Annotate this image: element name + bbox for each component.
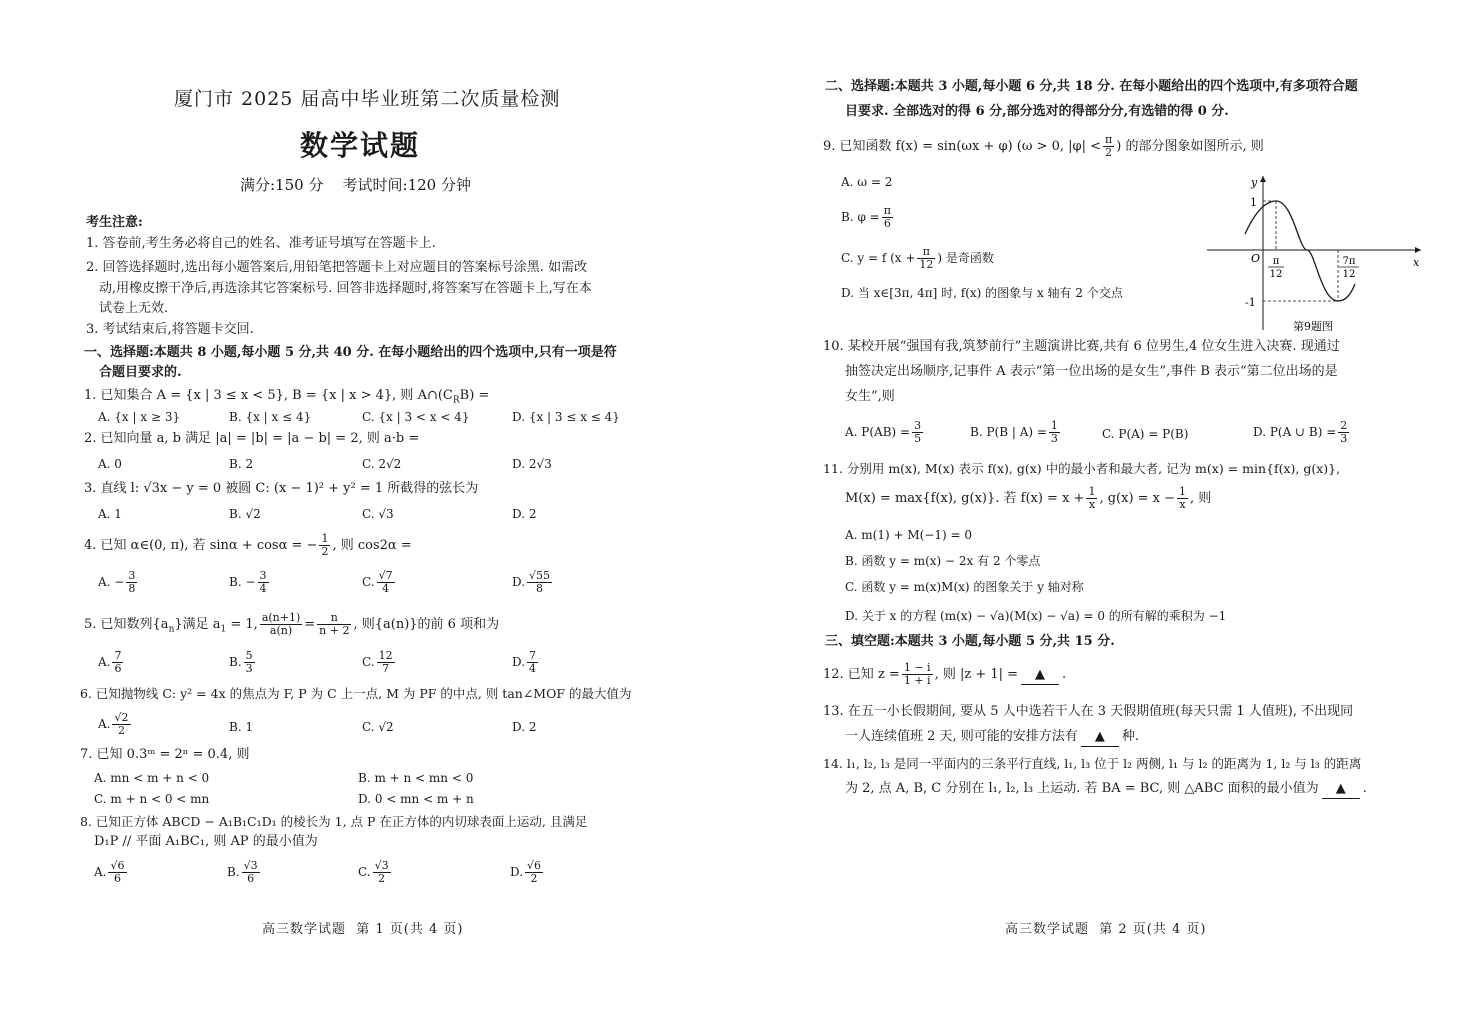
q7-option-b[interactable]: B. m + n < mn < 0 <box>358 771 474 785</box>
subject-title: 数学试题 <box>300 129 421 162</box>
q2-stem: 2. 已知向量 a, b 满足 |a| = |b| = |a − b| = 2, 则 a·b = <box>84 431 420 446</box>
q6-option-d[interactable]: D. 2 <box>512 720 537 734</box>
q1-option-c[interactable]: C. {x | 3 < x < 4} <box>362 410 470 424</box>
q10-stem: 10. 某校开展“强国有我,筑梦前行”主题演讲比赛,共有 6 位男生,4 位女生进入决赛. 现通过 <box>823 339 1340 354</box>
q11-option-c[interactable]: C. 函数 y = m(x)M(x) 的图象关于 y 轴对称 <box>845 580 1084 594</box>
notice-header: 考生注意: <box>86 215 143 230</box>
q12-stem: 12. 已知 z = $\frac{1 - i}{1 + i}$ , 则 |z + 1| = ▲ . <box>823 661 1067 687</box>
q8-stem: 8. 已知正方体 ABCD − A₁B₁C₁D₁ 的棱长为 1, 点 P 在正方体的内切球表面上运动, 且满足 <box>80 814 588 829</box>
q9-option-a[interactable]: A. ω = 2 <box>841 175 893 189</box>
q8-option-b[interactable]: B. $\frac{√3}{6}$ <box>227 859 258 885</box>
section2-heading-cont: 目要求. 全部选对的得 6 分,部分选对的得部分分,有选错的得 0 分. <box>845 104 1229 119</box>
q5-option-d[interactable]: D. $\frac{7}{4}$ <box>512 649 537 675</box>
q2-option-a[interactable]: A. 0 <box>98 457 122 471</box>
q6-option-b[interactable]: B. 1 <box>229 720 254 734</box>
y-axis-label: y <box>1251 176 1258 189</box>
q8-stem-cont: D₁P // 平面 A₁BC₁, 则 AP 的最小值为 <box>94 834 318 849</box>
q2-option-d[interactable]: D. 2√3 <box>512 457 552 471</box>
q3-option-d[interactable]: D. 2 <box>512 507 537 521</box>
q7-option-c[interactable]: C. m + n < 0 < mn <box>94 792 210 806</box>
q4-stem: 4. 已知 α∈(0, π), 若 sinα + cosα = − $\frac{1}{2}$ , 则 cos2α = <box>84 532 412 558</box>
section2-heading: 二、选择题:本题共 3 小题,每小题 6 分,共 18 分. 在每小题给出的四个选项中,有多项符合题 <box>825 79 1358 94</box>
q9-option-c[interactable]: C. y = f (x + $\frac{\pi}{12}$ ) 是奇函数 <box>841 245 994 271</box>
page-footer: 高三数学试题 第 1 页(共 4 页) <box>262 922 464 937</box>
x-axis-label: x <box>1413 256 1420 269</box>
q11-option-a[interactable]: A. m(1) + M(−1) = 0 <box>845 528 973 542</box>
q3-option-b[interactable]: B. √2 <box>229 507 261 521</box>
q5-option-a[interactable]: A. $\frac{7}{6}$ <box>98 649 122 675</box>
q14-answer-blank[interactable]: ▲ <box>1322 780 1360 799</box>
q8-option-d[interactable]: D. $\frac{√6}{2}$ <box>510 859 542 885</box>
q12-answer-blank[interactable]: ▲ <box>1021 666 1059 685</box>
x-tick-7pi-over-12 <box>1339 256 1359 280</box>
q10-option-c[interactable]: C. P(A) = P(B) <box>1102 427 1189 441</box>
sine-curve <box>1245 201 1355 301</box>
y-tick-1: 1 <box>1250 196 1257 209</box>
q14-stem: 14. l₁, l₂, l₃ 是同一平面内的三条平行直线, l₁, l₃ 位于 l₂ 两侧, l₁ 与 l₂ 的距离为 1, l₂ 与 l₃ 的距离 <box>823 756 1362 771</box>
q7-option-d[interactable]: D. 0 < mn < m + n <box>358 792 474 806</box>
q9-option-d[interactable]: D. 当 x∈[3π, 4π] 时, f(x) 的图象与 x 轴有 2 个交点 <box>841 286 1123 300</box>
q4-option-c[interactable]: C. $\frac{√7}{4}$ <box>362 569 393 595</box>
q7-stem: 7. 已知 0.3ᵐ = 2ⁿ = 0.4, 则 <box>80 747 250 762</box>
q11-option-d[interactable]: D. 关于 x 的方程 (m(x) − √a)(M(x) − √a) = 0 的所有解的乘积为 −1 <box>845 609 1227 623</box>
q10-stem-end: 女生”,则 <box>845 389 895 404</box>
q1-option-a[interactable]: A. {x | x ≥ 3} <box>98 410 181 424</box>
q7-option-a[interactable]: A. mn < m + n < 0 <box>94 771 210 785</box>
q13-stem-cont: 一人连续值班 2 天, 则可能的安排方法有 ▲ 种. <box>845 728 1139 747</box>
notice-line: 2. 回答选择题时,选出每小题答案后,用铅笔把答题卡上对应题目的答案标号涂黑. 如需改 <box>86 260 588 275</box>
q1-option-b[interactable]: B. {x | x ≤ 4} <box>229 410 312 424</box>
q9-stem: 9. 已知函数 f(x) = sin(ωx + φ) (ω > 0, |φ| < $\frac{\pi}{2}$ ) 的部分图象如图所示, 则 <box>823 133 1264 159</box>
q2-option-c[interactable]: C. 2√2 <box>362 457 402 471</box>
q9-sine-graph <box>1203 170 1429 336</box>
svg-text:π: π <box>1272 256 1280 267</box>
q2-option-b[interactable]: B. 2 <box>229 457 254 471</box>
notice-line: 试卷上无效. <box>99 301 169 316</box>
svg-text:12: 12 <box>1269 269 1283 280</box>
q8-option-a[interactable]: A. $\frac{√6}{6}$ <box>94 859 125 885</box>
q6-stem: 6. 已知抛物线 C: y² = 4x 的焦点为 F, P 为 C 上一点, M 为 PF 的中点, 则 tan∠MOF 的最大值为 <box>80 686 632 701</box>
exam-title: 厦门市 2025 届高中毕业班第二次质量检测 <box>174 88 561 110</box>
q6-option-c[interactable]: C. √2 <box>362 720 394 734</box>
x-tick-pi-over-12 <box>1268 256 1284 280</box>
notice-line: 1. 答卷前,考生务必将自己的姓名、准考证号填写在答题卡上. <box>86 236 436 251</box>
q11-stem-cont: M(x) = max{f(x), g(x)}. 若 f(x) = x + $\frac{1}{x}$ , g(x) = x − $\frac{1}{x}$ , 则 <box>845 485 1212 511</box>
exam-meta: 满分:150 分 考试时间:120 分钟 <box>240 176 471 194</box>
q13-answer-blank[interactable]: ▲ <box>1081 728 1119 747</box>
origin-label: O <box>1251 252 1261 265</box>
q1-stem: 1. 已知集合 A = {x | 3 ≤ x < 5}, B = {x | x > 4}, 则 $A\cap(C_RB)$ = <box>84 388 490 406</box>
page-footer: 高三数学试题 第 2 页(共 4 页) <box>1005 922 1207 937</box>
q11-option-b[interactable]: B. 函数 y = m(x) − 2x 有 2 个零点 <box>845 554 1041 568</box>
q8-option-c[interactable]: C. $\frac{√3}{2}$ <box>358 859 389 885</box>
q6-option-a[interactable]: A. $\frac{√2}{2}$ <box>98 711 129 737</box>
q10-option-a[interactable]: A. P(AB) = $\frac{3}{5}$ <box>845 419 922 445</box>
svg-text:7π: 7π <box>1342 256 1356 267</box>
q14-stem-cont: 为 2, 点 A, B, C 分别在 l₁, l₂, l₃ 上运动. 若 BA = BC, 则 △ABC 面积的最小值为 ▲ . <box>845 780 1367 799</box>
q4-option-a[interactable]: A. − $\frac{3}{8}$ <box>98 569 136 595</box>
q4-option-d[interactable]: D. $\frac{√55}{8}$ <box>512 569 551 595</box>
y-tick-neg1: -1 <box>1245 296 1256 309</box>
q3-option-c[interactable]: C. √3 <box>362 507 394 521</box>
q5-option-c[interactable]: C. $\frac{12}{7}$ <box>362 649 393 675</box>
section3-heading: 三、填空题:本题共 3 小题,每小题 5 分,共 15 分. <box>825 634 1115 649</box>
q5-stem: 5. 已知数列$\{a_n\}$满足 $a_1 = 1$, $\frac{a(n+1)}{a(n)}$ = $\frac{n}{n + 2}$ , 则{a(n)}的前 6 项和为 <box>84 611 500 637</box>
q5-option-b[interactable]: B. $\frac{5}{3}$ <box>229 649 253 675</box>
section1-heading-cont: 合题目要求的. <box>99 365 182 380</box>
q10-option-d[interactable]: D. P(A ∪ B) = $\frac{2}{3}$ <box>1253 419 1348 445</box>
notice-line: 3. 考试结束后,将答题卡交回. <box>86 322 254 337</box>
page-2 <box>737 0 1474 1020</box>
q10-option-b[interactable]: B. P(B | A) = $\frac{1}{3}$ <box>970 419 1058 445</box>
notice-line: 动,用橡皮擦干净后,再选涂其它答案标号. 回答非选择题时,将答案写在答题卡上,写在本 <box>99 281 592 296</box>
q3-option-a[interactable]: A. 1 <box>98 507 122 521</box>
q3-stem: 3. 直线 l: √3x − y = 0 被圆 C: (x − 1)² + y² = 1 所截得的弦长为 <box>84 481 479 496</box>
q9-option-b[interactable]: B. φ = $\frac{\pi}{6}$ <box>841 204 891 230</box>
svg-text:12: 12 <box>1342 269 1356 280</box>
figure-caption: 第9题图 <box>1293 320 1333 333</box>
q1-option-d[interactable]: D. {x | 3 ≤ x ≤ 4} <box>512 410 620 424</box>
section1-heading: 一、选择题:本题共 8 小题,每小题 5 分,共 40 分. 在每小题给出的四个选项中,只有一项是符 <box>84 345 617 360</box>
q13-stem: 13. 在五一小长假期间, 要从 5 人中选若干人在 3 天假期值班(每天只需 1 人值班), 不出现同 <box>823 704 1354 719</box>
q4-option-b[interactable]: B. − $\frac{3}{4}$ <box>229 569 267 595</box>
q10-stem-cont: 抽签决定出场顺序,记事件 A 表示“第一位出场的是女生”,事件 B 表示“第二位出场的是 <box>845 364 1338 379</box>
q11-stem: 11. 分别用 m(x), M(x) 表示 f(x), g(x) 中的最小者和最大者, 记为 m(x) = min{f(x), g(x)}, <box>823 461 1341 476</box>
